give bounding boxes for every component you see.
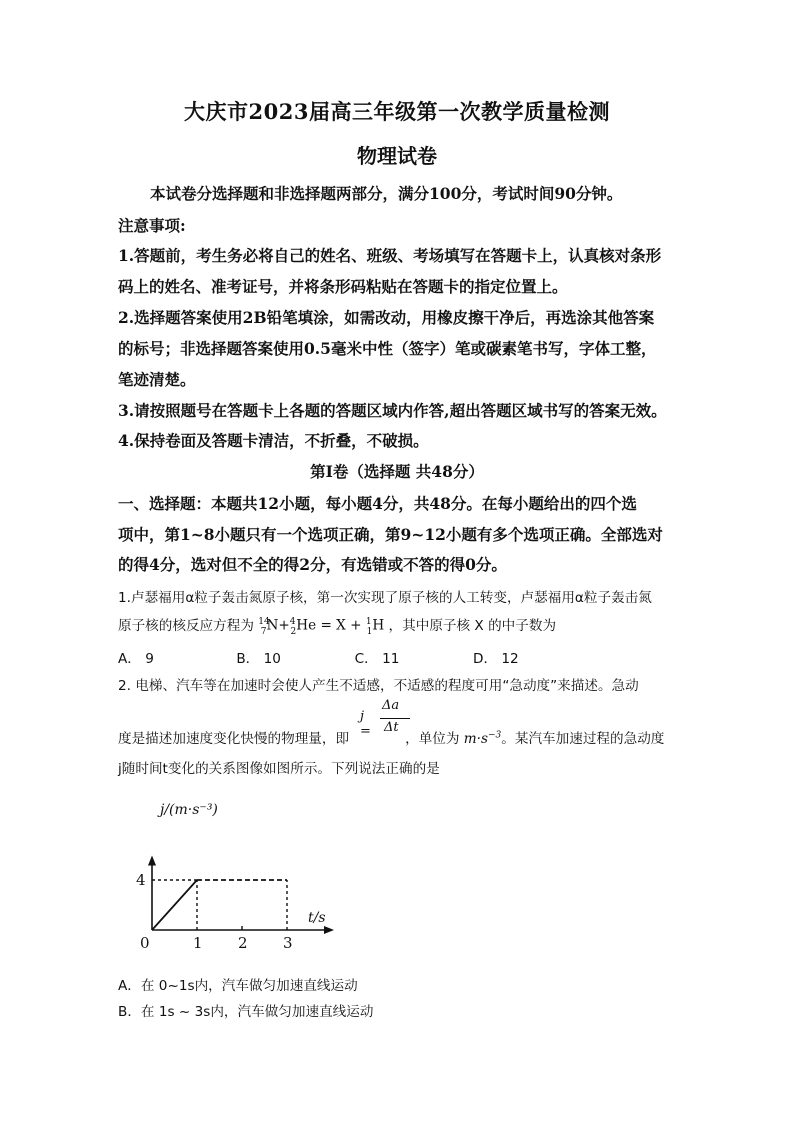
exam-intro: 本试卷分选择题和非选择题两部分，满分100分，考试时间90分钟。 <box>150 184 623 203</box>
section-instructions: 的得4分，选对但不全的得2分，有选错或不答的得0分。 <box>118 555 507 574</box>
x-tick-label: 0 <box>140 934 150 952</box>
option-c[interactable]: C． 11 <box>354 651 400 667</box>
notice-line: 笔迹清楚。 <box>118 370 196 389</box>
section-instructions: 一、选择题：本题共12小题，每小题4分，共48分。在每小题给出的四个选 <box>118 494 637 513</box>
x-axis-label: t/s <box>308 910 326 926</box>
notice-line: 4.保持卷面及答题卡清洁，不折叠，不破损。 <box>118 431 429 450</box>
question-2-text: 2. 电梯、汽车等在加速时会使人产生不适感，不适感的程度可用“急动度”来描述。急动 <box>118 678 639 694</box>
jerk-time-graph <box>126 798 346 958</box>
x-tick-label: 3 <box>283 934 293 952</box>
y-tick-label: 4 <box>136 871 146 889</box>
nuclear-equation: $^{14}_7$N+$^4_2$He = X + $^1_1$H <box>258 617 385 637</box>
section-instructions: 项中，第1~8小题只有一个选项正确，第9~12小题有多个选项正确。全部选对 <box>118 525 663 544</box>
x-tick-label: 2 <box>238 934 248 952</box>
jerk-unit: $m\cdot s^{-3}$ <box>463 730 502 747</box>
notice-line: 码上的姓名、准考证号，并将条形码粘贴在答题卡的指定位置上。 <box>118 277 568 296</box>
y-axis-label: j/(m·s⁻³) <box>160 802 218 818</box>
exam-subject: 物理试卷 <box>357 144 437 168</box>
x-tick-label: 1 <box>193 934 203 952</box>
exam-page: 大庆市2023届高三年级第一次教学质量检测 物理试卷 本试卷分选择题和非选择题两部分，满分100分，考试时间90分钟。 注意事项: 1.答题前，考生务必将自己的姓名、班级、考场填写在答题卡上，认真核对条形 码上的姓名、准考证号，并将条形码粘贴在答题卡的指定位置上。 2.选择题答案使用2B铅笔填涂，如需改动，用橡皮擦干净后，再选涂其他答案 的标号；非选择题答案使用0.5毫米中性（签字）笔或碳素笔书写，字体工整， 笔迹清楚。 3.请按照题号在答题卡上各题的答题区域内作答,超出答题区域书写的答案无效。 4.保持卷面及答题卡清洁，不折叠，不破损。 第I卷（选择题 共48分） 一、选择题：本题共12小题，每小题4分，共48分。在每小题给出的四个选 项中，第1~8小题只有一个选项正确，第9~12小题有多个选项正确。全部选对 的得4分，选对但不全的得2分，有选错或不答的得0分。 1.卢瑟福用α粒子轰击氮原子核，第一次实现了原子核的人工转变，卢瑟福用α粒子轰击氮 原子核的核反应方程为 $^{14}_7$N+$^4_2$He = X + $^1_1$H ，其中原子核 X 的中子数为 A． 9 B． 10 C． 11 D． 12 2. 电梯、汽车等在加速时会使人产生不适感，不适感的程度可用“急动度”来描述。急动 j = Δa Δt 度是描述加速度变化快慢的物理量，即 ，单位为 $m\cdot s^{-3}$。某汽车加速过程的急动度 j随时间t变化的关系图像如图所示。下列说法正确的是 0 1 2 3 4 j/(m·s⁻³) t/s A．在 0~1s内，汽车做匀加速直线运动 B．在 1s ~ 3s内，汽车做匀加速直线运动 <box>0 0 794 1123</box>
notice-heading: 注意事项: <box>118 216 186 235</box>
series-line <box>152 880 197 930</box>
notice-line: 的标号；非选择题答案使用0.5毫米中性（签字）笔或碳素笔书写，字体工整， <box>118 339 657 358</box>
exam-title: 大庆市2023届高三年级第一次教学质量检测 <box>184 99 610 124</box>
option-b[interactable]: B． 10 <box>236 651 281 667</box>
question-1-text: 1.卢瑟福用α粒子轰击氮原子核，第一次实现了原子核的人工转变，卢瑟福用α粒子轰击氮 <box>118 590 652 606</box>
question-2-option-a[interactable]: A．在 0~1s内，汽车做匀加速直线运动 <box>118 978 358 994</box>
question-2-text: 度是描述加速度变化快慢的物理量，即 ，单位为 $m\cdot s^{-3}$。某汽车加速过程的急动度 <box>118 730 665 747</box>
notice-line: 3.请按照题号在答题卡上各题的答题区域内作答,超出答题区域书写的答案无效。 <box>118 401 667 420</box>
section-title: 第I卷（选择题 共48分） <box>310 462 484 481</box>
question-1-options <box>118 647 688 667</box>
question-1-text: 原子核的核反应方程为 $^{14}_7$N+$^4_2$He = X + $^1_1$H ，其中原子核 X 的中子数为 <box>118 617 557 637</box>
option-d[interactable]: D． 12 <box>472 651 519 667</box>
y-axis-arrow <box>148 856 156 866</box>
option-a[interactable]: A． 9 <box>118 651 154 667</box>
question-2-text: j随时间t变化的关系图像如图所示。下列说法正确的是 <box>118 761 440 777</box>
notice-line: 1.答题前，考生务必将自己的姓名、班级、考场填写在答题卡上，认真核对条形 <box>118 246 662 265</box>
notice-line: 2.选择题答案使用2B铅笔填涂，如需改动，用橡皮擦干净后，再选涂其他答案 <box>118 308 655 327</box>
x-axis-arrow <box>324 926 334 934</box>
question-2-option-b[interactable]: B．在 1s ~ 3s内，汽车做匀加速直线运动 <box>118 1004 374 1020</box>
